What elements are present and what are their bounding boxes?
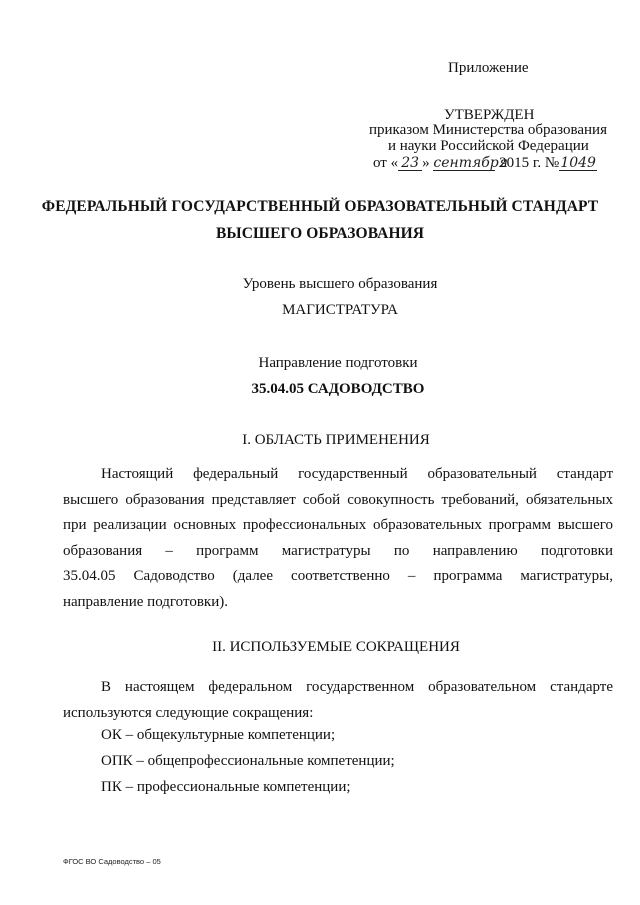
- paragraph-line: направление подготовки).: [63, 593, 228, 610]
- paragraph-line: В настоящем федеральном государственном образовательном стандарте: [101, 679, 613, 695]
- direction-value: 35.04.05 САДОВОДСТВО: [251, 381, 425, 397]
- order-line-1: приказом Министерства образования: [369, 122, 607, 138]
- paragraph-line: используются следующие сокращения:: [63, 704, 314, 721]
- order-date-line: [373, 155, 597, 172]
- date-prefix: от «: [373, 155, 399, 171]
- standard-title-line-1: ФЕДЕРАЛЬНЫЙ ГОСУДАРСТВЕННЫЙ ОБРАЗОВАТЕЛЬНЫЙ СТАНДАРТ: [41, 198, 599, 215]
- paragraph-line: при реализации основных профессиональных образовательных программ высшего: [63, 517, 613, 533]
- paragraph-line: высшего образования представляет собой совокупность требований, обязательных: [63, 491, 613, 508]
- level-value: МАГИСТРАТУРА: [282, 302, 398, 318]
- section-2-intro: [63, 675, 613, 726]
- section-1-heading: I. ОБЛАСТЬ ПРИМЕНЕНИЯ: [242, 432, 430, 448]
- order-line-2: и науки Российской Федерации: [388, 138, 589, 154]
- paragraph-line: 35.04.05 Садоводство (далее соответственно – программа магистратуры,: [63, 568, 613, 584]
- page-footer: ФГОС ВО Садоводство – 05: [63, 857, 161, 866]
- date-day-handwritten: 23: [398, 156, 422, 171]
- paragraph-line: образования – программ магистратуры по направлению подготовки: [63, 542, 613, 559]
- date-mid: »: [422, 155, 430, 171]
- approved-label: УТВЕРЖДЕН: [444, 107, 535, 123]
- direction-label: Направление подготовки: [258, 355, 418, 371]
- level-label: Уровень высшего образования: [242, 276, 438, 292]
- appendix-label: Приложение: [448, 60, 529, 76]
- section-1-paragraph: [63, 462, 613, 615]
- date-year: 2015 г. №: [499, 155, 560, 171]
- paragraph-line: Настоящий федеральный государственный образовательный стандарт: [101, 466, 613, 482]
- standard-title-line-2: ВЫСШЕГО ОБРАЗОВАНИЯ: [215, 225, 425, 242]
- abbreviation-item-pk: ПК – профессиональные компетенции;: [101, 779, 351, 795]
- abbreviation-item-ok: ОК – общекультурные компетенции;: [101, 727, 336, 743]
- date-month-handwritten: сентября: [433, 155, 509, 171]
- abbreviation-item-opk: ОПК – общепрофессиональные компетенции;: [101, 753, 395, 769]
- order-number-handwritten: 1049: [560, 155, 596, 171]
- section-2-heading: II. ИСПОЛЬЗУЕМЫЕ СОКРАЩЕНИЯ: [212, 639, 460, 655]
